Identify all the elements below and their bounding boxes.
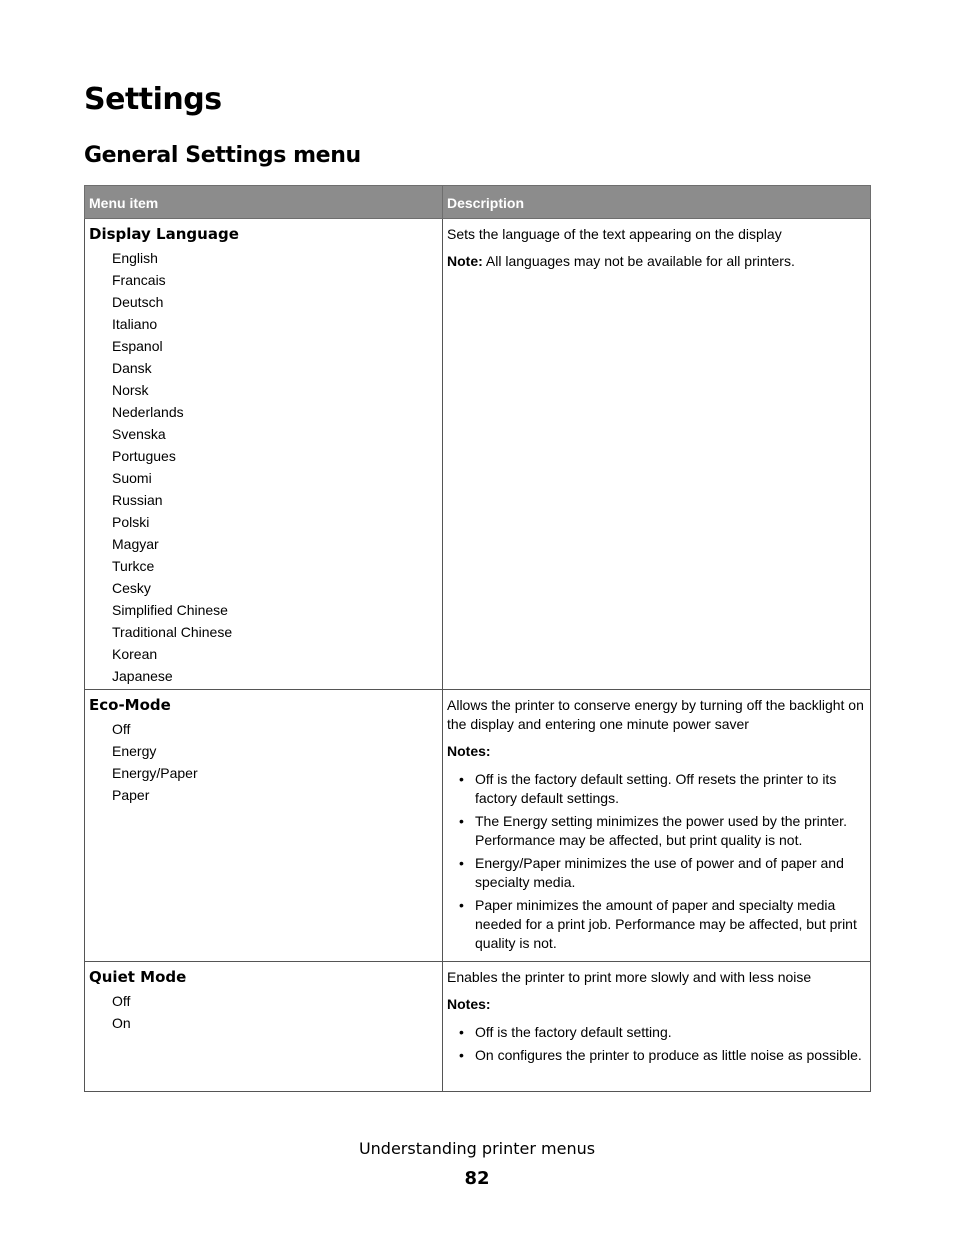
note-text: Off is the factory default setting. xyxy=(475,1024,672,1040)
menu-option: Magyar xyxy=(112,536,159,552)
notes-label: Notes: xyxy=(447,996,491,1012)
note-text: All languages may not be available for all printers. xyxy=(482,253,795,269)
table-row xyxy=(85,962,871,1092)
menu-option: English xyxy=(112,250,158,266)
list-item xyxy=(447,896,866,953)
notes-list xyxy=(447,770,866,953)
description-cell xyxy=(443,690,871,962)
menu-option: Off xyxy=(112,993,131,1009)
menu-option: Korean xyxy=(112,646,158,662)
page-title: Settings xyxy=(84,82,222,117)
table-header-row xyxy=(85,186,871,219)
menu-option: Italiano xyxy=(112,316,158,332)
bullet-icon: • xyxy=(459,813,464,829)
list-item xyxy=(447,854,866,892)
menu-option: Deutsch xyxy=(112,294,164,310)
description-cell xyxy=(443,962,871,1092)
bullet-icon: • xyxy=(459,1024,464,1040)
menu-option: Portugues xyxy=(112,448,176,464)
menu-item-title: Quiet Mode xyxy=(89,968,187,986)
section-title: General Settings menu xyxy=(84,143,361,168)
note-text: On configures the printer to produce as little noise as possible. xyxy=(475,1047,862,1063)
table-row xyxy=(85,690,871,962)
menu-option: Japanese xyxy=(112,668,173,684)
note-text: The Energy setting minimizes the power used by the printer. Performance may be affected, but print quality is not. xyxy=(475,813,847,848)
menu-option: Norsk xyxy=(112,382,149,398)
menu-option: On xyxy=(112,1015,131,1031)
menu-option: Traditional Chinese xyxy=(112,624,233,640)
bullet-icon: • xyxy=(459,771,464,787)
list-item xyxy=(447,812,866,850)
note-text: Off is the factory default setting. Off resets the printer to its factory default settings. xyxy=(475,771,837,806)
note-text: Energy/Paper minimizes the use of power and of paper and specialty media. xyxy=(475,855,844,890)
bullet-icon: • xyxy=(459,1047,464,1063)
menu-option: Turkce xyxy=(112,558,155,574)
bullet-icon: • xyxy=(459,897,464,913)
list-item xyxy=(447,1023,866,1042)
menu-item-title: Display Language xyxy=(89,225,239,243)
list-item xyxy=(447,770,866,808)
description-text: Allows the printer to conserve energy by turning off the backlight on the display and entering one minute power saver xyxy=(447,697,864,732)
header-menu-item: Menu item xyxy=(85,186,443,219)
menu-item-cell xyxy=(85,219,443,690)
menu-option: Simplified Chinese xyxy=(112,602,228,618)
notes-label: Notes: xyxy=(447,743,491,759)
note-text: Paper minimizes the amount of paper and specialty media needed for a print job. Performance may be affected, but print quality is not. xyxy=(475,897,857,951)
notes-list xyxy=(447,1023,866,1065)
menu-item-cell xyxy=(85,690,443,962)
page-number: 82 xyxy=(464,1168,490,1189)
menu-option: Polski xyxy=(112,514,150,530)
footer-title: Understanding printer menus xyxy=(358,1139,596,1158)
menu-item-cell xyxy=(85,962,443,1092)
menu-option: Paper xyxy=(112,787,150,803)
table-row xyxy=(85,219,871,690)
header-description: Description xyxy=(443,186,871,219)
bullet-icon: • xyxy=(459,855,464,871)
menu-option: Suomi xyxy=(112,470,152,486)
menu-option: Svenska xyxy=(112,426,166,442)
menu-item-title: Eco-Mode xyxy=(89,696,171,714)
menu-option: Energy/Paper xyxy=(112,765,198,781)
description-text: Sets the language of the text appearing on the display xyxy=(447,226,782,242)
note-label: Note: xyxy=(447,253,483,269)
menu-option: Espanol xyxy=(112,338,163,354)
menu-option: Russian xyxy=(112,492,163,508)
list-item xyxy=(447,1046,866,1065)
description-text: Enables the printer to print more slowly and with less noise xyxy=(447,969,812,985)
settings-table xyxy=(84,185,871,1092)
menu-option: Energy xyxy=(112,743,157,759)
menu-option: Cesky xyxy=(112,580,151,596)
menu-option: Dansk xyxy=(112,360,152,376)
description-cell xyxy=(443,219,871,690)
menu-option: Off xyxy=(112,721,131,737)
menu-option: Nederlands xyxy=(112,404,184,420)
menu-option: Francais xyxy=(112,272,166,288)
note-paragraph xyxy=(447,252,866,271)
